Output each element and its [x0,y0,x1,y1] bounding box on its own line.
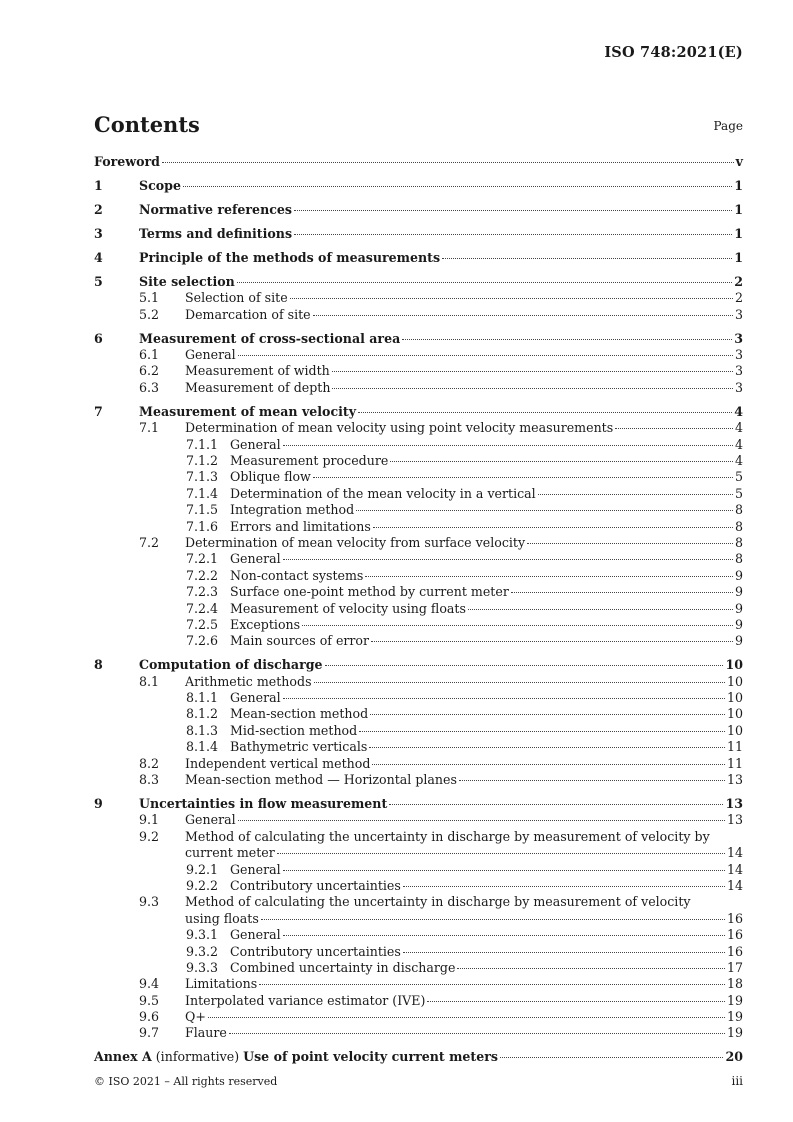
toc-entry-page: 16 [726,943,743,959]
dot-leader [527,543,733,544]
toc-entry-9-3-3[interactable] [94,960,743,976]
section-number: 8.1 [139,673,160,689]
toc-entry-page: 9 [734,600,743,616]
dot-leader [162,162,734,163]
section-number: 7.2.3 [186,584,219,600]
dot-leader [283,935,725,936]
toc-entry-7-1-3[interactable] [94,469,743,485]
toc-entry-8-1-2[interactable] [94,706,743,722]
toc-entry-7-2-2[interactable] [94,568,743,584]
dot-leader [403,886,725,887]
dot-leader [325,665,724,666]
page-footer [94,1075,743,1091]
section-number: 9.3 [139,894,160,910]
section-number: 7.1.5 [186,502,219,518]
dot-leader [389,804,723,805]
section-number: 2 [94,201,103,217]
section-number: 9.2.2 [186,877,219,893]
toc-entry-page: 10 [726,722,743,738]
dot-leader [390,461,733,462]
toc-entry-page: 11 [726,755,743,771]
toc-entry-page: 20 [725,1049,743,1065]
dot-leader [283,445,733,446]
toc-entry-page: 4 [734,403,743,419]
section-number: 7.2.4 [186,600,219,616]
toc-entry-page: 2 [734,290,743,306]
dot-leader [313,315,733,316]
dot-leader [427,1001,725,1002]
toc-entry-page: 11 [726,739,743,755]
toc-entry-9-3[interactable] [94,894,743,910]
section-number: 8.1.3 [186,722,219,738]
toc-entry-page: 8 [734,502,743,518]
toc-entry-title: Scope [139,177,181,193]
toc-entry-title: Mean-section method — Horizontal planes [185,772,457,788]
dot-leader [511,592,733,593]
toc-entry-page: 8 [734,518,743,534]
toc-entry-page: 4 [734,436,743,452]
dot-leader [402,339,732,340]
toc-entry-title: Exceptions [230,616,301,632]
toc-entry-title: Computation of discharge [139,657,323,673]
section-number: 7.2.6 [186,633,219,649]
toc-entry-8[interactable] [94,657,743,673]
toc-entry-page: 17 [726,959,743,975]
dot-leader [500,1057,723,1058]
section-number: 9.7 [139,1025,160,1041]
toc-entry-7-2-4[interactable] [94,601,743,617]
toc-entry-8-2[interactable] [94,756,743,772]
toc-entry-title: Contributory uncertainties [230,877,401,893]
dot-leader [283,870,725,871]
toc-entry-title: Determination of mean velocity using point velocity measurements [185,420,614,436]
toc-entry-page: 16 [726,910,743,926]
dot-leader [358,412,732,413]
toc-entry-page: 1 [734,225,743,241]
toc-entry-8-3[interactable] [94,772,743,788]
toc-entry-title: Measurement of mean velocity [139,403,357,419]
copyright-notice: © ISO 2021 – All rights reserved [94,1075,278,1088]
dot-leader [314,682,725,683]
toc-entry-page: 9 [734,633,743,649]
toc-entry-title: Principle of the methods of measurements [139,249,441,265]
toc-entry-page: 10 [726,706,743,722]
toc-entry-title: General [230,690,281,706]
toc-entry-page: 13 [725,796,743,812]
annex-label: Annex A [94,1049,152,1065]
section-number: 7.2.1 [186,551,219,567]
section-number: 6.1 [139,347,160,363]
toc-entry-6-2[interactable] [94,363,743,379]
toc-entry-7-1[interactable] [94,420,743,436]
section-number: 7.1.2 [186,453,219,469]
toc-entry-title-line1: Method of calculating the uncertainty in discharge by measurement of velocity [185,894,691,910]
toc-entry-title: Site selection [139,273,235,289]
toc-entry-title: Combined uncertainty in discharge [230,959,456,975]
section-number: 8.2 [139,755,160,771]
section-number: 7.2.2 [186,567,219,583]
dot-leader [290,298,733,299]
toc-entry-7-2[interactable] [94,535,743,551]
section-number: 8.1.2 [186,706,219,722]
dot-leader [238,820,725,821]
section-number: 8.3 [139,772,160,788]
annex-qualifier: (informative) [155,1049,240,1065]
dot-leader [371,641,733,642]
toc-entry-7-2-6[interactable] [94,633,743,649]
toc-entry-7-2-5[interactable] [94,617,743,633]
toc-entry-page: 9 [734,616,743,632]
toc-entry-5[interactable] [94,274,743,290]
toc-entry-8-1-3[interactable] [94,723,743,739]
page-number: iii [731,1074,743,1088]
dot-leader [294,210,732,211]
dot-leader [468,609,733,610]
toc-entry-title: Mean-section method [230,706,369,722]
toc-entry-title: General [185,347,236,363]
toc-entry-title: Contributory uncertainties [230,943,401,959]
dot-leader [403,952,725,953]
toc-entry-page: 1 [734,177,743,193]
section-number: 6.3 [139,379,160,395]
section-number: 6 [94,330,103,346]
toc-entry-7-2-3[interactable] [94,584,743,600]
toc-entry-8-1[interactable] [94,674,743,690]
toc-entry-page: 13 [726,812,743,828]
toc-entry-1[interactable] [94,178,743,194]
toc-entry-title: Uncertainties in flow measurement [139,796,388,812]
toc-entry-title: Q+ [185,1009,206,1025]
dot-leader [261,919,725,920]
toc-entry-7-1-5[interactable] [94,502,743,518]
dot-leader [373,527,733,528]
toc-entry-8-1-1[interactable] [94,690,743,706]
toc-entry-title: Measurement of velocity using floats [230,600,466,616]
toc-entry-title: General [230,551,281,567]
toc-entry-6-1[interactable] [94,347,743,363]
toc-entry-9-3-2[interactable] [94,944,743,960]
toc-entry-title: Measurement of width [185,363,330,379]
toc-entry-page: 3 [734,330,743,346]
section-number: 9.5 [139,992,160,1008]
toc-entry-page: 4 [734,420,743,436]
toc-entry-title: Bathymetric verticals [230,739,368,755]
toc-entry-page: 3 [734,306,743,322]
dot-leader [238,355,733,356]
section-number: 9.2 [139,828,160,844]
toc-entry-title: Mid-section method [230,722,358,738]
dot-leader [332,371,733,372]
toc-entry-title: Errors and limitations [230,518,371,534]
toc-entry-page: 14 [726,845,743,861]
dot-leader [370,714,725,715]
toc-entry-title: Determination of the mean velocity in a vertical [230,485,536,501]
dot-leader [259,984,725,985]
section-number: 5.2 [139,306,160,322]
toc-entry-title: Flaure [185,1025,227,1041]
toc-entry-page: 1 [734,201,743,217]
toc-entry-title: Independent vertical method [185,755,371,771]
section-number: 4 [94,249,103,265]
dot-leader [372,764,725,765]
dot-leader [356,510,733,511]
toc-entry-title: Oblique flow [230,469,311,485]
toc-entry-9-2-2[interactable] [94,878,743,894]
toc-entry-foreword[interactable] [94,154,743,170]
toc-entry-page: 5 [734,485,743,501]
dot-leader [277,853,725,854]
section-number: 7.1.4 [186,485,219,501]
dot-leader [294,234,732,235]
dot-leader [538,494,733,495]
toc-entry-7-1-6[interactable] [94,519,743,535]
dot-leader [365,576,733,577]
section-number: 9.3.1 [186,927,219,943]
dot-leader [369,747,725,748]
dot-leader [283,559,733,560]
toc-entry-7-1-2[interactable] [94,453,743,469]
dot-leader [313,477,733,478]
toc-entry-9-4[interactable] [94,976,743,992]
section-number: 3 [94,225,103,241]
page-column-label: Page [713,119,743,133]
toc-entry-title: General [230,927,281,943]
toc-entry-page: 9 [734,584,743,600]
toc-entry-title: Measurement procedure [230,453,389,469]
toc-entry-9-1[interactable] [94,812,743,828]
toc-entry-title: Measurement of cross-sectional area [139,330,401,346]
section-number: 9.2.1 [186,861,219,877]
dot-leader [615,428,733,429]
section-number: 9.1 [139,812,160,828]
toc-entry-page: 19 [726,1025,743,1041]
toc-entry-page: 9 [734,567,743,583]
toc-entry-title: Non-contact systems [230,567,364,583]
toc-entry-page: 14 [726,861,743,877]
dot-leader [359,731,725,732]
table-of-contents [94,154,743,1066]
toc-heading-row [94,112,743,140]
toc-entry-9-2-1[interactable] [94,862,743,878]
toc-entry-title: Terms and definitions [139,225,293,241]
toc-entry-5-2[interactable] [94,307,743,323]
toc-entry-9-7[interactable] [94,1025,743,1041]
toc-entry-page: 8 [734,551,743,567]
section-number: 7.1.3 [186,469,219,485]
dot-leader [208,1017,725,1018]
toc-entry-title: Demarcation of site [185,306,311,322]
toc-entry-title: General [230,436,281,452]
toc-entry-page: 19 [726,992,743,1008]
toc-entry-title: Measurement of depth [185,379,331,395]
toc-entry-title: Determination of mean velocity from surface velocity [185,534,526,550]
toc-entry-title-line1: Method of calculating the uncertainty in discharge by measurement of velocity by [185,828,710,844]
section-number: 7.1.1 [186,436,219,452]
toc-entry-page: 19 [726,1009,743,1025]
section-number: 7.1.6 [186,518,219,534]
section-number: 6.2 [139,363,160,379]
dot-leader [302,625,733,626]
toc-entry-page: 8 [734,534,743,550]
toc-entry-title: Limitations [185,976,258,992]
document-id: ISO 748:2021(E) [604,44,743,61]
toc-entry-title: Normative references [139,201,293,217]
toc-entry-9[interactable] [94,796,743,812]
toc-entry-9-3-continued[interactable] [94,911,743,927]
toc-entry-page: 10 [726,690,743,706]
section-number: 9.3.2 [186,943,219,959]
toc-entry-5-1[interactable] [94,290,743,306]
toc-entry-9-2-continued[interactable] [94,845,743,861]
toc-entry-7-1-4[interactable] [94,486,743,502]
toc-entry-page: 3 [734,363,743,379]
toc-entry-annex-a[interactable] [94,1049,743,1065]
section-number: 8.1.4 [186,739,219,755]
toc-entry-7-2-1[interactable] [94,551,743,567]
section-number: 9.3.3 [186,959,219,975]
toc-entry-2[interactable] [94,202,743,218]
toc-entry-title: Integration method [230,502,355,518]
toc-entry-title: Foreword [94,154,160,169]
page-title: Contents [94,112,200,137]
section-number: 8 [94,657,103,673]
toc-entry-page: 18 [726,976,743,992]
section-number: 7.2 [139,534,160,550]
toc-entry-title: Arithmetic methods [185,673,312,689]
toc-entry-3[interactable] [94,226,743,242]
dot-leader [229,1033,725,1034]
toc-entry-8-1-4[interactable] [94,739,743,755]
toc-entry-title: Interpolated variance estimator (IVE) [185,992,426,1008]
toc-entry-9-5[interactable] [94,993,743,1009]
toc-entry-title-line2: using floats [185,910,259,926]
dot-leader [332,388,733,389]
section-number: 9.6 [139,1009,160,1025]
toc-entry-page: 13 [726,772,743,788]
toc-entry-4[interactable] [94,250,743,266]
toc-entry-page: 10 [726,673,743,689]
toc-entry-title: Selection of site [185,290,288,306]
toc-entry-title: Main sources of error [230,633,370,649]
toc-entry-page: v [735,154,743,169]
dot-leader [237,282,732,283]
toc-entry-9-2[interactable] [94,829,743,845]
section-number: 8.1.1 [186,690,219,706]
toc-entry-page: 16 [726,927,743,943]
dot-leader [442,258,732,259]
section-number: 7.1 [139,420,160,436]
toc-entry-title: Use of point velocity current meters [243,1049,498,1065]
toc-entry-page: 2 [734,273,743,289]
toc-entry-page: 3 [734,347,743,363]
toc-entry-page: 1 [734,249,743,265]
toc-entry-6-3[interactable] [94,380,743,396]
toc-entry-7[interactable] [94,404,743,420]
toc-entry-6[interactable] [94,331,743,347]
section-number: 1 [94,177,103,193]
dot-leader [283,698,725,699]
toc-entry-title: General [230,861,281,877]
toc-entry-page: 10 [725,657,743,673]
section-number: 9.4 [139,976,160,992]
toc-entry-page: 14 [726,877,743,893]
toc-entry-title: General [185,812,236,828]
toc-entry-9-3-1[interactable] [94,927,743,943]
dot-leader [457,968,725,969]
section-number: 9 [94,796,103,812]
toc-entry-9-6[interactable] [94,1009,743,1025]
dot-leader [459,780,725,781]
toc-entry-title-line2: current meter [185,845,275,861]
section-number: 5 [94,273,103,289]
toc-entry-page: 5 [734,469,743,485]
section-number: 5.1 [139,290,160,306]
section-number: 7 [94,403,103,419]
toc-entry-7-1-1[interactable] [94,437,743,453]
toc-entry-page: 3 [734,379,743,395]
section-number: 7.2.5 [186,616,219,632]
toc-entry-page: 4 [734,453,743,469]
toc-entry-title: Surface one-point method by current meter [230,584,509,600]
dot-leader [183,186,732,187]
